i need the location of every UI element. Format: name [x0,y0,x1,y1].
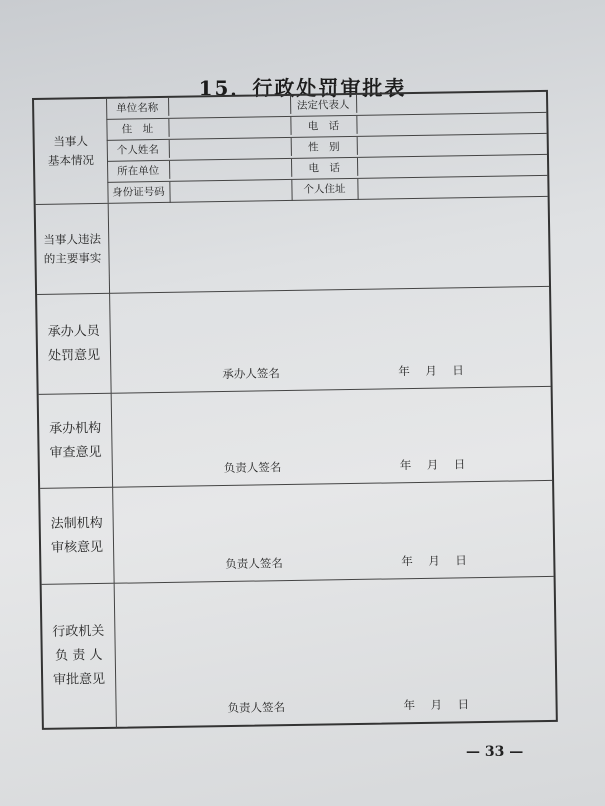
facts-content-area[interactable] [108,197,549,294]
authority-label-line2: 负 责 人 [55,647,103,664]
agency-signature-label: 负责人签名 [223,460,282,476]
field-label-home-address: 个人住址 [291,179,356,201]
gender-field[interactable] [357,134,547,155]
party-info-label [34,99,109,204]
legal-date-label: 年 月 日 [401,553,469,569]
agency-label-line2: 审查意见 [49,444,102,461]
person-name-field[interactable] [169,138,290,158]
authority-date-label: 年 月 日 [403,697,472,713]
field-label-id-number: 身份证号码 [112,185,165,199]
authority-content-area[interactable] [114,577,556,728]
authority-label [42,584,117,729]
approval-form-table [32,90,558,730]
party-info-grid [106,92,548,203]
facts-label [36,204,110,295]
legal-label-line1: 法制机构 [50,515,103,532]
handler-section [37,286,551,395]
facts-label-line1: 当事人违法 [43,231,102,247]
phone-2-field[interactable] [357,155,547,176]
field-label-person-name: 个人姓名 [116,144,159,157]
handler-label-line1: 承办人员 [47,323,100,340]
facts-label-line2: 的主要事实 [43,250,102,266]
handler-label-line2: 处罚意见 [47,347,101,364]
legal-section [40,480,553,585]
facts-section [36,196,549,295]
agency-content-area[interactable] [111,387,552,488]
legal-rep-field[interactable] [356,92,546,113]
handler-date-label: 年 月 日 [398,363,466,379]
legal-content-area[interactable] [112,481,553,584]
handler-label [37,294,112,395]
phone-field[interactable] [356,113,546,134]
field-label-employer: 所在单位 [117,165,160,178]
party-label-line2: 基本情况 [47,153,95,168]
page-number: — 33 — [466,744,524,760]
field-label-phone-2: 电 话 [291,158,356,177]
handler-signature-label: 承办人签名 [222,366,280,382]
party-info-section [34,92,548,204]
field-label-legal-rep: 法定代表人 [290,95,355,114]
authority-signature-label: 负责人签名 [227,700,286,716]
field-label-unit-name: 单位名称 [116,102,159,115]
agency-section [39,386,552,489]
address-field[interactable] [168,117,289,137]
field-label-phone: 电 话 [290,116,355,135]
authority-label-line1: 行政机关 [52,623,105,640]
handler-content-area[interactable] [109,287,551,394]
agency-date-label: 年 月 日 [399,457,468,473]
authority-label-line3: 审批意见 [53,671,106,688]
party-label-line1: 当事人 [53,134,89,149]
legal-label-line2: 审核意见 [50,539,104,556]
field-label-gender: 性 别 [291,137,356,156]
agency-label-line1: 承办机构 [49,420,102,437]
page-title: 15．行政处罚审批表 [198,76,407,100]
employer-field[interactable] [169,159,290,179]
unit-name-field[interactable] [168,96,289,116]
legal-label [40,488,114,585]
field-label-address: 住 址 [121,123,154,136]
legal-signature-label: 负责人签名 [225,556,283,572]
agency-label [39,394,113,489]
authority-section [42,576,556,729]
